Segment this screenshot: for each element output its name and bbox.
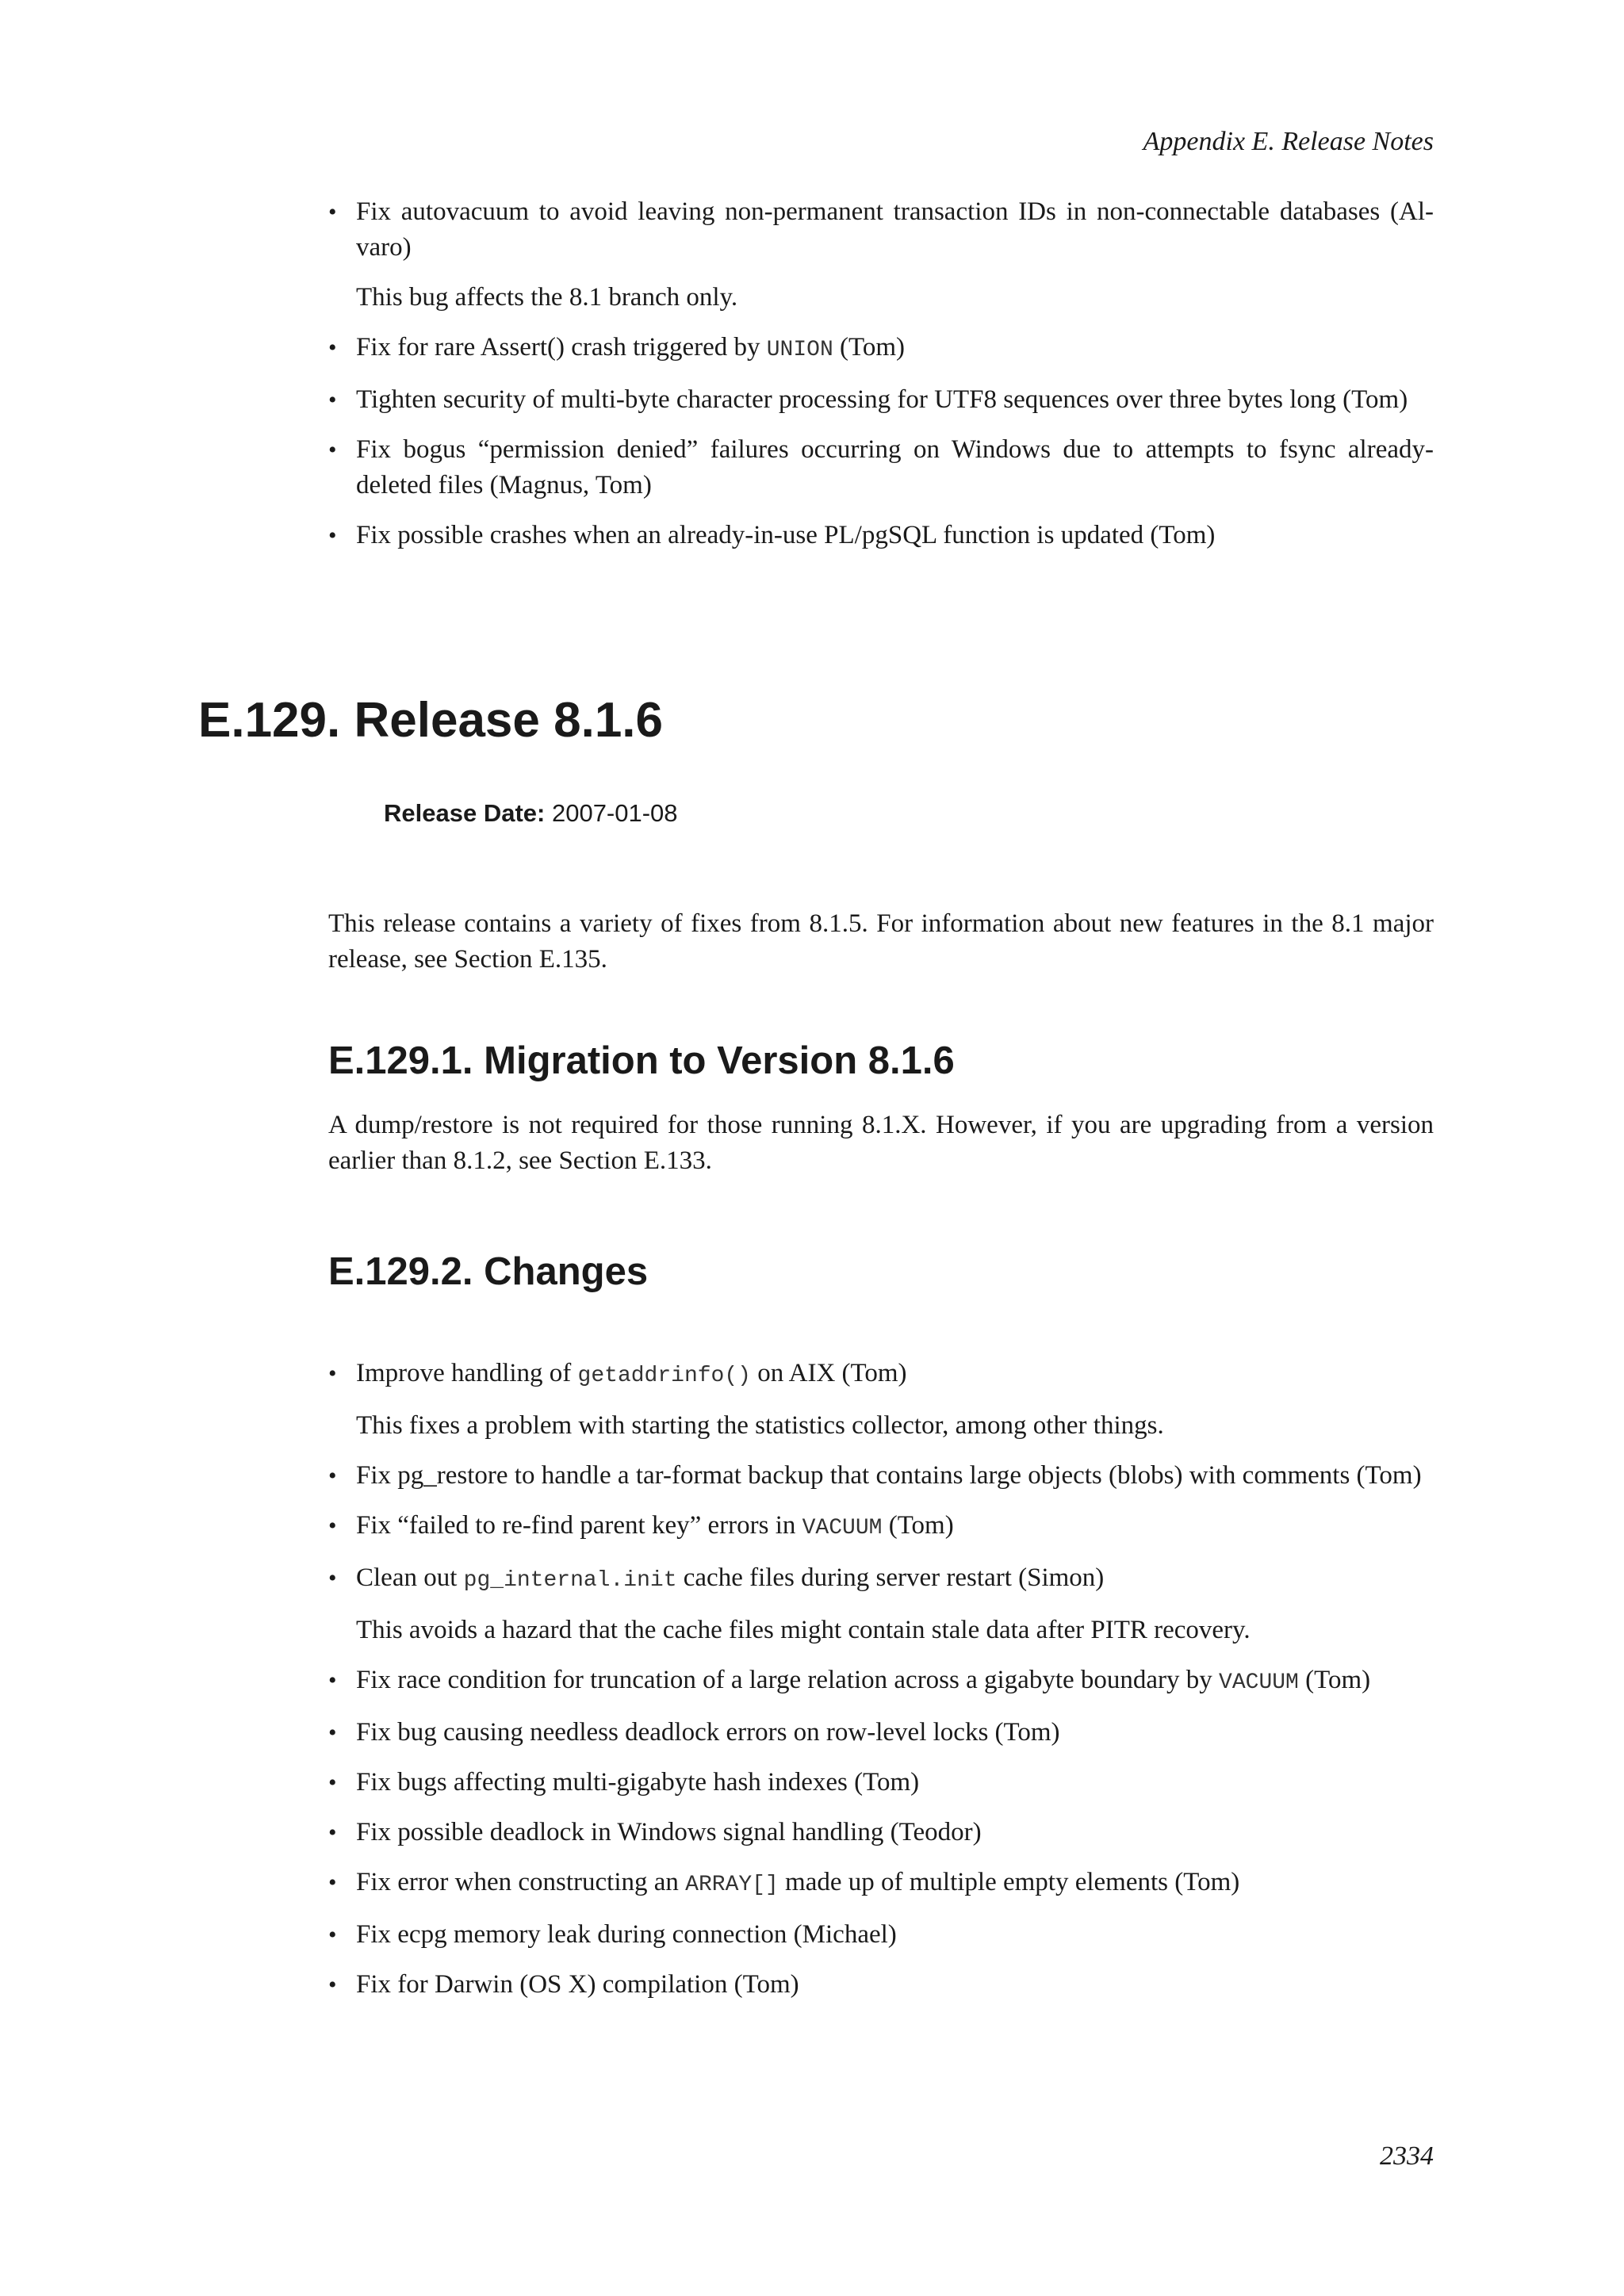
bullet-icon: • <box>328 1360 337 1387</box>
list-item: • Fix for Darwin (OS X) compilation (Tom) <box>328 1967 1434 2003</box>
list-item: • Fix race condition for truncation of a large relation across a gigabyte boundary by VACUUM (Tom) <box>328 1663 1434 1701</box>
bullet-icon: • <box>328 437 337 463</box>
top-list-block <box>328 194 1434 553</box>
release-date-label: Release Date: <box>384 799 546 827</box>
page-number: 2334 <box>1380 2141 1434 2171</box>
code-literal: getaddrinfo() <box>577 1364 751 1388</box>
list-item: • Fix for rare Assert() crash triggered by UNION (Tom) <box>328 330 1434 368</box>
code-literal: VACUUM <box>802 1516 883 1540</box>
bullet-icon: • <box>328 1565 337 1591</box>
list-item: • Fix ecpg memory leak during connection (Michael) <box>328 1917 1434 1953</box>
list-item: • Fix “failed to re-find parent key” errors in VACUUM (Tom) <box>328 1508 1434 1546</box>
item-note: This bug affects the 8.1 branch only. <box>356 283 738 312</box>
code-literal: ARRAY[] <box>685 1873 779 1897</box>
list-item: • Improve handling of getaddrinfo() on AIX (Tom) This fixes a problem with starting the statistics collector, among other things. <box>328 1356 1434 1444</box>
release-intro-block <box>328 906 1434 978</box>
list-item: • Fix error when constructing an ARRAY[] made up of multiple empty elements (Tom) <box>328 1865 1434 1903</box>
bullet-icon: • <box>328 199 337 225</box>
list-item: • Clean out pg_internal.init cache files during server restart (Simon) This avoids a hazard that the cache files might contain stale data after PITR recovery. <box>328 1560 1434 1648</box>
release-title: E.129. Release 8.1.6 <box>198 693 664 748</box>
release-date <box>384 799 678 828</box>
list-item: • Fix possible crashes when an already-in-use PL/pgSQL function is updated (Tom) <box>328 518 1434 553</box>
code-literal: VACUUM <box>1219 1670 1299 1695</box>
migration-title: E.129.1. Migration to Version 8.1.6 <box>328 1039 955 1082</box>
changes-block <box>328 1356 1434 2003</box>
bullet-icon: • <box>328 1820 337 1846</box>
migration-text: A dump/restore is not required for those running 8.1.X. However, if you are upgrading from a version earlier than 8.1.2, see Section E.133. <box>328 1111 1434 1175</box>
code-literal: pg_internal.init <box>463 1568 677 1593</box>
code-literal: UNION <box>766 338 833 362</box>
bullet-icon: • <box>328 1770 337 1796</box>
changes-title: E.129.2. Changes <box>328 1250 649 1293</box>
item-note: This avoids a hazard that the cache files might contain stale data after PITR recovery. <box>356 1616 1251 1644</box>
bullet-icon: • <box>328 335 337 361</box>
bullet-icon: • <box>328 1869 337 1896</box>
list-item: • Fix bug causing needless deadlock errors on row-level locks (Tom) <box>328 1715 1434 1751</box>
release-date-value: 2007-01-08 <box>551 799 678 827</box>
bullet-icon: • <box>328 1720 337 1746</box>
list-item: • Fix pg_restore to handle a tar-format backup that contains large objects (blobs) with comments (Tom) <box>328 1458 1434 1494</box>
bullet-icon: • <box>328 1922 337 1948</box>
running-header: Appendix E. Release Notes <box>1143 127 1434 156</box>
bullet-icon: • <box>328 1463 337 1489</box>
bullet-icon: • <box>328 387 337 413</box>
list-item: • Fix possible deadlock in Windows signal handling (Teodor) <box>328 1815 1434 1850</box>
list-item: • Fix bogus “permission denied” failures occurring on Windows due to attempts to fsync already-deleted files (Magnus, Tom) <box>328 432 1434 503</box>
changes-bullet-list <box>328 1356 1434 2003</box>
top-bullet-list <box>328 194 1434 553</box>
bullet-icon: • <box>328 1667 337 1693</box>
list-item: • Fix autovacuum to avoid leaving non-permanent transaction IDs in non-connectable databases (Al-varo) This bug affects the 8.1 branch only. <box>328 194 1434 316</box>
migration-block <box>328 1108 1434 1179</box>
bullet-icon: • <box>328 1513 337 1539</box>
bullet-icon: • <box>328 1972 337 1998</box>
list-item: • Tighten security of multi-byte character processing for UTF8 sequences over three bytes long (Tom) <box>328 382 1434 418</box>
release-intro: This release contains a variety of fixes from 8.1.5. For information about new features in the 8.1 major release, see Section E.135. <box>328 909 1434 974</box>
bullet-icon: • <box>328 522 337 549</box>
item-note: This fixes a problem with starting the statistics collector, among other things. <box>356 1411 1164 1440</box>
list-item: • Fix bugs affecting multi-gigabyte hash indexes (Tom) <box>328 1765 1434 1800</box>
